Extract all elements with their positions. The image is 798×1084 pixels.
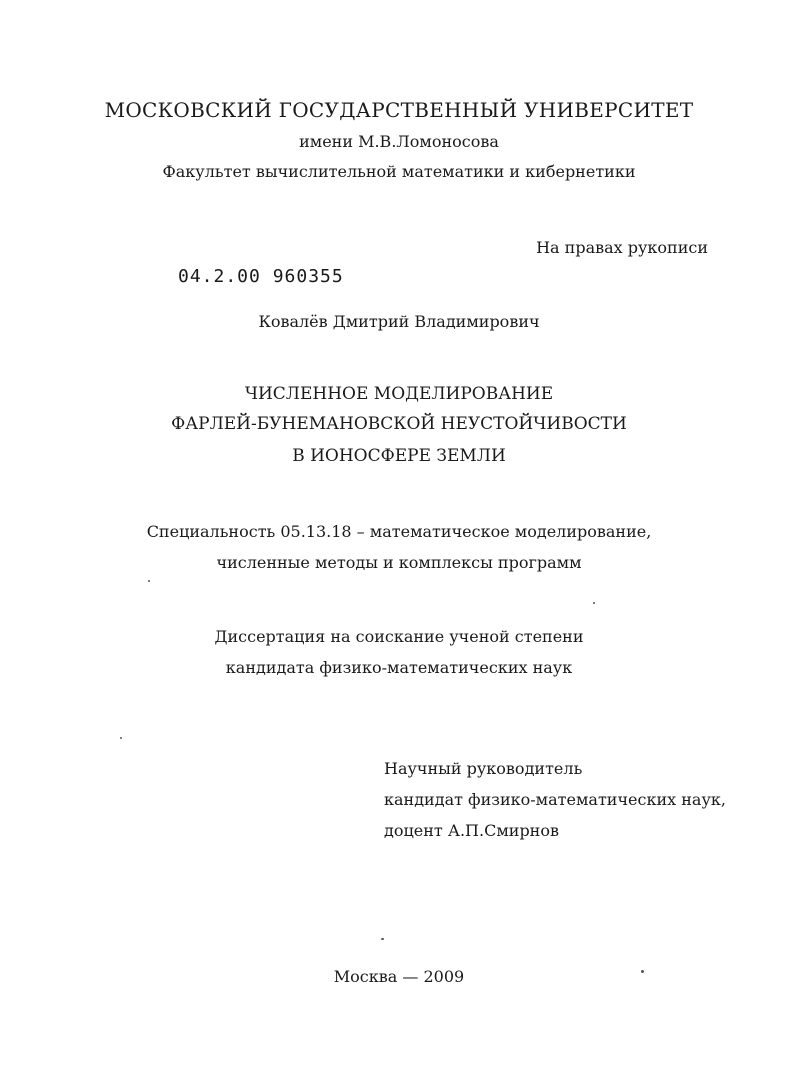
place-year: Москва — 2009 xyxy=(333,967,465,986)
supervisor-line-1: Научный руководитель xyxy=(384,759,583,778)
specialty-line-1: Специальность 05.13.18 – математическое моделирование, xyxy=(146,522,652,541)
supervisor-line-2: кандидат физико-математических наук, xyxy=(384,790,726,809)
faculty-name: Факультет вычислительной математики и кибернетики xyxy=(162,162,636,181)
supervisor-line-3: доцент А.П.Смирнов xyxy=(384,821,559,840)
scan-speck xyxy=(641,970,644,973)
university-name: МОСКОВСКИЙ ГОСУДАРСТВЕННЫЙ УНИВЕРСИТЕТ xyxy=(104,98,694,122)
scan-speck xyxy=(148,580,150,582)
title-line-1: ЧИСЛЕННОЕ МОДЕЛИРОВАНИЕ xyxy=(244,384,554,404)
specialty-line-2: численные методы и комплексы программ xyxy=(216,553,582,572)
manuscript-note: На правах рукописи xyxy=(536,238,708,257)
scan-speck xyxy=(593,602,595,604)
title-line-2: ФАРЛЕЙ-БУНЕМАНОВСКОЙ НЕУСТОЙЧИВОСТИ xyxy=(171,414,627,434)
dissertation-line-1: Диссертация на соискание ученой степени xyxy=(214,627,584,646)
registration-code: 04.2.00 960355 xyxy=(178,266,344,287)
author-name: Ковалёв Дмитрий Владимирович xyxy=(258,312,540,331)
named-after: имени М.В.Ломоносова xyxy=(299,132,499,151)
dissertation-line-2: кандидата физико-математических наук xyxy=(225,658,573,677)
scan-speck xyxy=(381,938,384,940)
title-line-3: В ИОНОСФЕРЕ ЗЕМЛИ xyxy=(292,446,506,466)
scan-speck xyxy=(120,737,122,739)
